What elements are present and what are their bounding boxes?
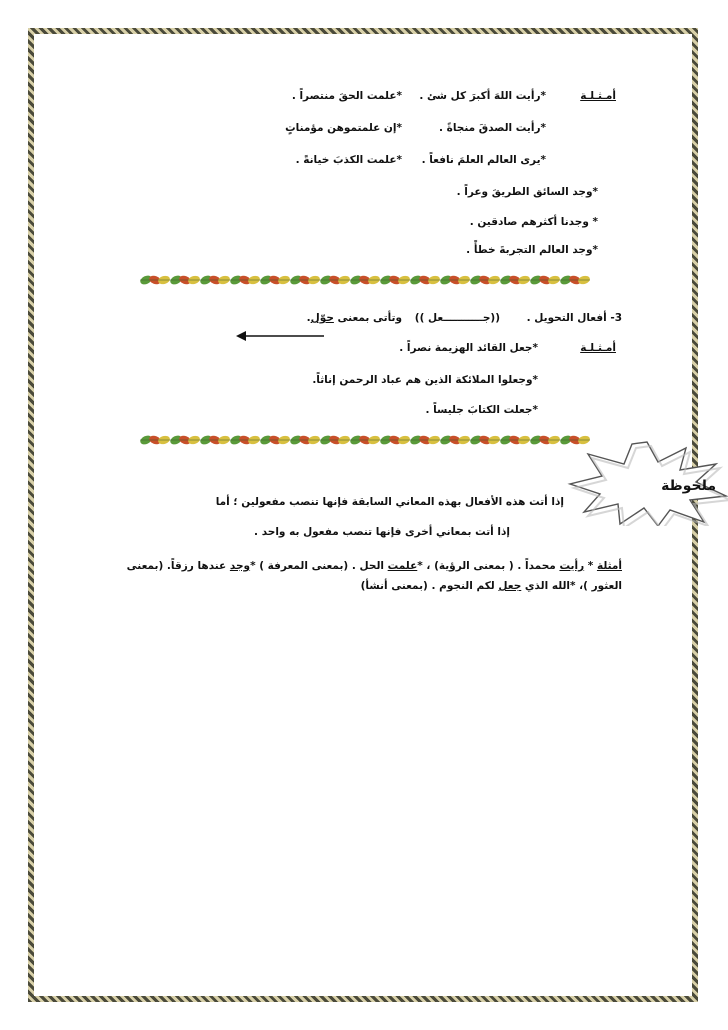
section-3-form: ((جـــــــــــعل )): [414, 312, 500, 324]
note-badge: ملحوظة: [661, 478, 716, 494]
example-line: *جعلت الكتابَ جليساً .: [425, 404, 538, 416]
example-line: *يرى العالم العلمَ نافعاً .: [421, 154, 546, 166]
section-3-title: 3- أفعال التحويل .: [526, 312, 622, 324]
example-line: *وجد السائق الطريقَ وعراً .: [456, 186, 598, 198]
example-line: *وجعلوا الملائكة الذين هم عباد الرحمن إناثاً.: [312, 374, 538, 386]
example-line: *إن علمتموهن مؤمناتٍ: [285, 122, 402, 134]
leaf-divider: [140, 272, 590, 288]
leaf-divider-icon: [140, 272, 590, 288]
example-line: * وجدنا أكثرهم صادقين .: [469, 216, 598, 228]
example-line: *علمت الحقَ منتصراً .: [291, 90, 402, 102]
section-3-meaning: وتأتى بمعنى حوّل.: [306, 312, 402, 324]
arrow-left-icon: [236, 330, 326, 342]
examples-label-text: أمـثـلـة: [580, 90, 616, 102]
examples-label-text: أمـثـلـة: [580, 342, 616, 354]
final-examples-label: أمثلة: [596, 560, 622, 572]
examples-label-2: [580, 342, 616, 354]
note-line-1: إذا أتت هذه الأفعال بهذه المعاني السابقة فإنها تنصب مفعولين ؛ أما: [215, 496, 564, 508]
leaf-divider-icon: [140, 432, 590, 448]
note-line-2: إذا أتت بمعاني أخرى فإنها تنصب مفعول به واحد .: [254, 526, 510, 538]
example-line: *جعل القائد الهزيمة نصراً .: [399, 342, 538, 354]
example-line: *علمت الكذبَ خيانةً .: [295, 154, 402, 166]
example-line: *وجد العالم التجربةَ خطأً .: [466, 244, 598, 256]
meaning-word: حوّل: [310, 312, 334, 324]
examples-label-1: [580, 90, 616, 102]
final-examples-line-1: أمثلة * رأيت محمداً . ( بمعنى الرؤية) ، *علمت الحل . (بمعنى المعرفة ) *وجد عندها رزقاً. (بمعنى: [126, 560, 622, 572]
final-examples-line-2: العثور )، *الله الذي جعل لكم النجوم . (بمعنى أنشأ): [360, 580, 622, 592]
example-line: *رأيت الصدقَ منجاةً .: [439, 122, 546, 134]
leaf-divider: [140, 432, 590, 448]
example-line: *رأيت اللهَ أكبرَ كل شئ .: [419, 90, 546, 102]
